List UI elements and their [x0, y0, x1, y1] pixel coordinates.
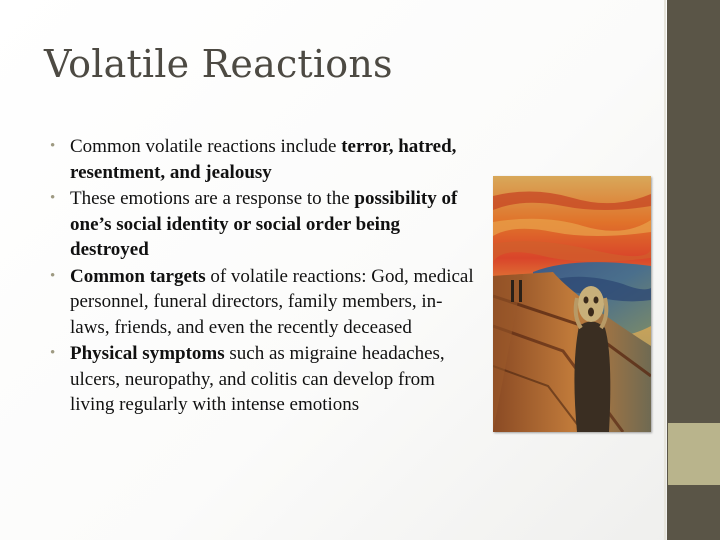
bullet-1-text-1: Common volatile reactions include	[70, 136, 342, 157]
bullet-item-1	[50, 134, 475, 185]
slide-title: Volatile Reactions	[44, 42, 393, 86]
bullet-marker-icon: •	[50, 345, 56, 361]
bullet-3-text-1: Common targets	[70, 265, 206, 287]
figure-body	[574, 321, 610, 432]
bullet-2-text-1: These emotions are a response to the	[70, 188, 355, 209]
bullet-marker-icon: •	[50, 138, 56, 154]
bullet-4-text-2: such as migraine headaches, ulcers, neuropathy, and colitis can develop from living regularly with intense emotions	[70, 343, 445, 415]
figure-head	[578, 286, 604, 322]
bullet-list	[50, 134, 475, 419]
scream-painting-image	[493, 176, 651, 432]
bullet-item-2	[50, 186, 475, 263]
bullet-2-text-2: possibility of one’s social identity or social order being destroyed	[70, 188, 458, 260]
bullet-1-text-2: terror, hatred, resentment, and jealousy	[70, 136, 457, 183]
bullet-marker-icon: •	[50, 267, 56, 284]
bullet-item-3	[50, 264, 475, 341]
bullet-4-text-1: Physical symptoms	[70, 343, 225, 364]
side-divider-line	[664, 0, 666, 540]
bullet-3-text-2: of volatile reactions: God, medical personnel, funeral directors, family members, in-laws, friends, and even the recently deceased	[70, 265, 474, 338]
side-accent-block	[668, 423, 720, 485]
bullet-item-4	[50, 341, 475, 418]
bullet-marker-icon: •	[50, 190, 56, 206]
